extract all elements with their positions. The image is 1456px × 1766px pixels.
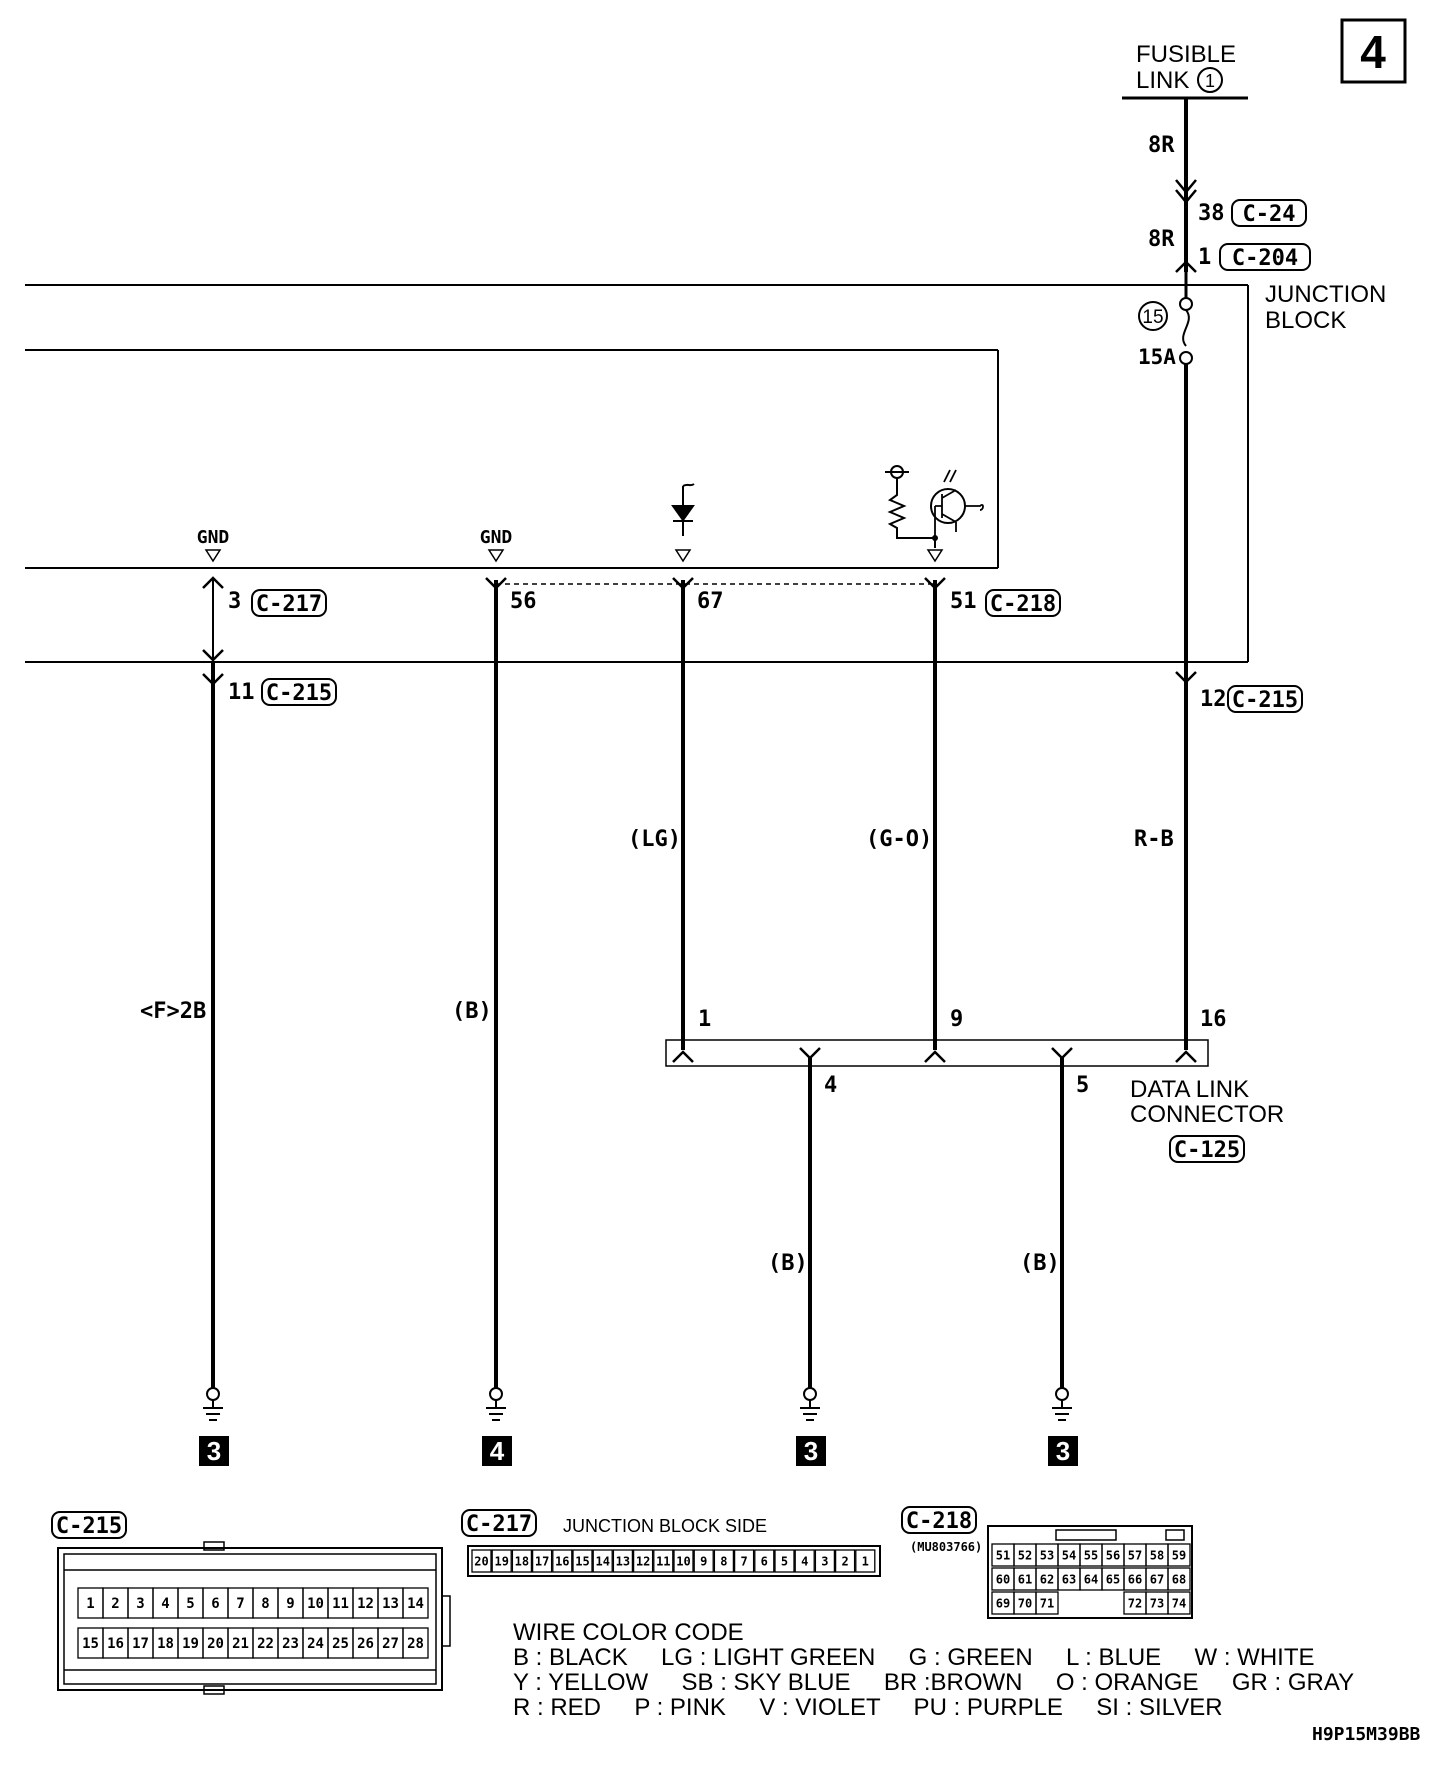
connector-c217: C-217: [255, 592, 323, 617]
ground-icon-3: [800, 1388, 820, 1420]
c215-pin-14: 14: [407, 1596, 424, 1613]
c217-view-title: C-217: [465, 1512, 533, 1537]
c217-pin-6: 6: [760, 1554, 768, 1569]
wire-color-code-line-2: Y : YELLOW SB : SKY BLUE BR :BROWN O : ORANGE GR : GRAY: [513, 1669, 1355, 1696]
c218-pin-63: 63: [1061, 1572, 1077, 1587]
connector-c24: C-24: [1242, 202, 1296, 227]
c215-pin-24: 24: [307, 1636, 324, 1653]
ground-ref-3: 3: [803, 1436, 819, 1466]
wire-label-b-2: (B): [768, 1251, 808, 1276]
c218-pin-54: 54: [1061, 1548, 1077, 1563]
c215-pin-13: 13: [382, 1596, 399, 1613]
c215-pin-20: 20: [207, 1636, 224, 1653]
c218-pin-66: 66: [1127, 1572, 1143, 1587]
wire-label-b-1: (B): [452, 999, 492, 1024]
ground-icon-2: [486, 1388, 506, 1420]
wire-color-code-title: WIRE COLOR CODE: [513, 1619, 744, 1646]
c218-pin-69: 69: [995, 1596, 1011, 1611]
wire-color-code-line-3: R : RED P : PINK V : VIOLET PU : PURPLE SI : SILVER: [513, 1694, 1223, 1721]
c215-pin-3: 3: [136, 1596, 145, 1613]
c218-pin-74: 74: [1171, 1596, 1187, 1611]
c218-view-title: C-218: [905, 1509, 973, 1534]
gnd-label-2: GND: [479, 527, 513, 548]
ground-ref-2: 4: [489, 1436, 505, 1466]
c217-pin-16: 16: [555, 1554, 570, 1569]
c215-pin-6: 6: [211, 1596, 220, 1613]
c218-pin-68: 68: [1171, 1572, 1187, 1587]
c218-pin-72: 72: [1127, 1596, 1143, 1611]
c217-pin-13: 13: [615, 1554, 631, 1569]
wire-label-b-3: (B): [1020, 1251, 1060, 1276]
c218-part-number: (MU803766): [910, 1540, 983, 1554]
c215-pin-27: 27: [382, 1636, 399, 1653]
c215-pin-22: 22: [257, 1636, 274, 1653]
c215-pin-21: 21: [232, 1636, 249, 1653]
c217-side-label: JUNCTION BLOCK SIDE: [563, 1516, 768, 1536]
c218-pin-60: 60: [995, 1572, 1011, 1587]
c218-pin-59: 59: [1171, 1548, 1187, 1563]
wire-label-f2b: <F>2B: [140, 999, 207, 1024]
fusible-link-label: FUSIBLE: [1136, 41, 1237, 68]
c215-pin-17: 17: [132, 1636, 149, 1653]
dlc-arrow-5: [1052, 1048, 1072, 1058]
c217-pin-4: 4: [801, 1554, 809, 1569]
c215-pin-7: 7: [236, 1596, 245, 1613]
c217-pin-14: 14: [595, 1554, 610, 1569]
dlc-pin-5: 5: [1076, 1073, 1090, 1098]
c218-pin-52: 52: [1017, 1548, 1033, 1563]
c215-pin-4: 4: [161, 1596, 170, 1613]
c215-connector-view: [58, 1542, 450, 1694]
pin-56: 56: [510, 589, 537, 614]
c215-view-title: C-215: [55, 1514, 123, 1539]
pin-51: 51: [950, 589, 977, 614]
c218-pin-51: 51: [995, 1548, 1011, 1563]
c215-pin-2: 2: [111, 1596, 120, 1613]
dlc-arrow-16: [1176, 1052, 1196, 1062]
wire-label-lg: (LG): [628, 827, 681, 852]
c215-pin-16: 16: [107, 1636, 124, 1653]
junction-block-label: JUNCTION: [1265, 281, 1387, 308]
pin-3: 3: [228, 589, 242, 614]
pin-11: 11: [228, 680, 255, 705]
fusible-link-label-2: LINK: [1136, 67, 1190, 94]
wire-label-rb: R-B: [1134, 827, 1174, 852]
pin-67: 67: [697, 589, 724, 614]
fuse-rating: 15A: [1138, 345, 1176, 369]
fuse-terminal-top: [1180, 298, 1192, 310]
pin-12: 12: [1200, 687, 1227, 712]
junction-block-label-2: BLOCK: [1265, 307, 1347, 334]
c215-pin-9: 9: [286, 1596, 295, 1613]
fuse-number: 15: [1142, 307, 1164, 328]
ground-ref-4: 3: [1055, 1436, 1071, 1466]
c218-pin-67: 67: [1149, 1572, 1165, 1587]
dlc-arrow-9: [925, 1052, 945, 1062]
figure-id: H9P15M39BB: [1312, 1724, 1421, 1745]
c215-pin-25: 25: [332, 1636, 349, 1653]
dlc-pin-4: 4: [824, 1073, 838, 1098]
ground-ref-1: 3: [206, 1436, 222, 1466]
connector-c218: C-218: [989, 592, 1057, 617]
c217-pin-15: 15: [575, 1554, 590, 1569]
page-number: 4: [1360, 26, 1386, 78]
c217-pin-10: 10: [676, 1554, 691, 1569]
dlc-pin-9: 9: [950, 1007, 964, 1032]
connector-c204: C-204: [1231, 246, 1299, 271]
c215-pin-18: 18: [157, 1636, 174, 1653]
dlc-label: DATA LINK: [1130, 1076, 1250, 1103]
c215-pin-19: 19: [182, 1636, 199, 1653]
dlc-arrow-4: [800, 1048, 820, 1058]
c217-pin-17: 17: [534, 1554, 550, 1569]
connector-c215-a: C-215: [265, 681, 333, 706]
c217-pin-5: 5: [780, 1554, 789, 1569]
c217-pin-7: 7: [740, 1554, 748, 1569]
c215-pin-5: 5: [186, 1596, 195, 1613]
pin-38: 38: [1198, 201, 1225, 226]
wire-label-8r-2: 8R: [1148, 227, 1175, 252]
gnd-terminal-2: [489, 550, 503, 561]
terminal-67: [676, 550, 690, 561]
c218-pin-53: 53: [1039, 1548, 1055, 1563]
ground-icon-1: [203, 1388, 223, 1420]
c217-pin-8: 8: [720, 1554, 728, 1569]
wire-label-8r-1: 8R: [1148, 133, 1175, 158]
gnd-terminal-1: [206, 550, 220, 561]
c218-pin-55: 55: [1083, 1548, 1099, 1563]
c217-pin-2: 2: [841, 1554, 849, 1569]
c218-pin-61: 61: [1017, 1572, 1033, 1587]
c218-pin-58: 58: [1149, 1548, 1165, 1563]
wire-label-go: (G-O): [866, 827, 933, 852]
c218-pin-62: 62: [1039, 1572, 1055, 1587]
c217-pin-9: 9: [700, 1554, 708, 1569]
c217-connector-view: [468, 1546, 880, 1576]
connector-c215-b: C-215: [1231, 688, 1299, 713]
c218-pin-65: 65: [1105, 1572, 1121, 1587]
ground-icon-4: [1052, 1388, 1072, 1420]
connector-c125: C-125: [1173, 1138, 1241, 1163]
diode-icon: [673, 484, 694, 536]
c215-pin-23: 23: [282, 1636, 299, 1653]
c217-pin-11: 11: [656, 1554, 671, 1569]
dlc-arrow-1: [673, 1052, 693, 1062]
pin-1-c204: 1: [1198, 245, 1212, 270]
c217-pin-1: 1: [861, 1554, 869, 1569]
c218-pin-73: 73: [1149, 1596, 1165, 1611]
c218-connector-view: [988, 1526, 1192, 1618]
transistor-leads: [935, 470, 983, 538]
resistor-icon: [890, 478, 935, 538]
fuse-element: [1183, 310, 1189, 346]
fusible-link-number: 1: [1204, 71, 1216, 91]
c215-pin-15: 15: [82, 1636, 99, 1653]
dlc-label-2: CONNECTOR: [1130, 1101, 1285, 1128]
dlc-pin-16: 16: [1200, 1007, 1227, 1032]
fuse-terminal-bottom: [1180, 352, 1192, 364]
c215-pin-28: 28: [407, 1636, 424, 1653]
c217-pin-12: 12: [635, 1554, 651, 1569]
dlc-pin-1: 1: [698, 1007, 712, 1032]
gnd-label-1: GND: [196, 527, 230, 548]
c215-pin-8: 8: [261, 1596, 270, 1613]
c217-pin-3: 3: [821, 1554, 829, 1569]
terminal-51: [928, 550, 942, 561]
c218-pin-64: 64: [1083, 1572, 1099, 1587]
c215-pin-12: 12: [357, 1596, 374, 1613]
c217-pin-20: 20: [474, 1554, 489, 1569]
c218-pin-71: 71: [1039, 1596, 1055, 1611]
c218-pin-70: 70: [1017, 1596, 1033, 1611]
c217-pin-18: 18: [514, 1554, 530, 1569]
c215-pin-11: 11: [332, 1596, 349, 1613]
c218-pin-56: 56: [1105, 1548, 1121, 1563]
c218-pin-57: 57: [1127, 1548, 1143, 1563]
c215-pin-10: 10: [307, 1596, 324, 1613]
c217-pin-19: 19: [494, 1554, 509, 1569]
c215-pin-1: 1: [86, 1596, 95, 1613]
c215-pin-26: 26: [357, 1636, 374, 1653]
wire-color-code-line-1: B : BLACK LG : LIGHT GREEN G : GREEN L : BLUE W : WHITE: [513, 1644, 1315, 1671]
